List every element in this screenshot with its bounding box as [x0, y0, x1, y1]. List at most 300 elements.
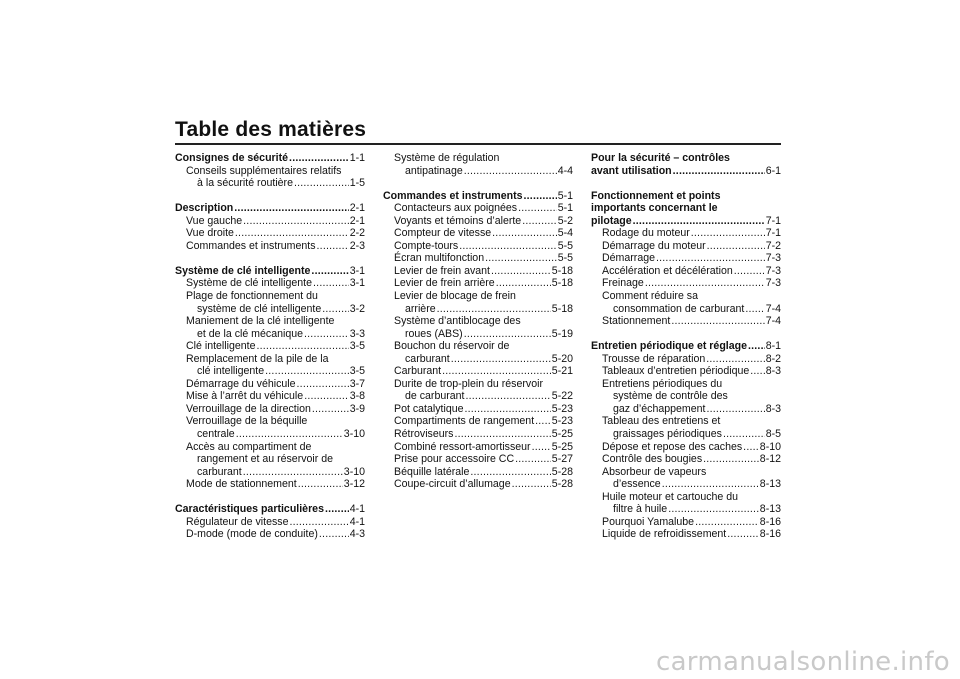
toc-entry[interactable] — [591, 252, 781, 265]
toc-entry[interactable] — [591, 453, 781, 466]
toc-spacer — [175, 190, 365, 203]
toc-spacer — [591, 177, 781, 190]
toc-page-number: 4-3 — [349, 528, 365, 541]
toc-entry[interactable] — [383, 227, 573, 240]
toc-dot-leader — [311, 265, 348, 278]
toc-dot-leader — [645, 277, 765, 290]
toc-entry-title: Tableau des entretiens et — [602, 415, 721, 428]
toc-entry-title: Verrouillage de la béquille — [186, 415, 308, 428]
toc-section-entry[interactable] — [175, 152, 365, 165]
toc-entry-title: graissages périodiques — [613, 428, 722, 441]
toc-entry-title: Prise pour accessoire CC — [394, 453, 515, 466]
toc-dot-leader — [668, 503, 759, 516]
toc-page-number: 5-23 — [551, 402, 573, 415]
toc-dot-leader — [524, 190, 557, 203]
toc-entry-title: Système d’antiblocage des — [394, 315, 521, 328]
toc-entry[interactable] — [591, 528, 781, 541]
toc-entry-title: pilotage — [591, 214, 632, 227]
toc-entry[interactable] — [383, 252, 573, 265]
toc-page-number: 7-3 — [765, 252, 781, 265]
toc-dot-leader — [235, 227, 349, 240]
toc-section-entry[interactable] — [175, 202, 365, 215]
toc-page-number: 4-1 — [349, 515, 365, 528]
toc-entry-title: Démarrage du véhicule — [186, 377, 296, 390]
toc-entry-title: Dépose et repose des caches — [602, 440, 743, 453]
toc-entry[interactable] — [591, 277, 781, 290]
toc-entry-title: Levier de frein arrière — [394, 277, 495, 290]
toc-entry-title: clé intelligente — [197, 365, 265, 378]
toc-page-number: 2-1 — [349, 214, 365, 227]
toc-entry-title: consommation de carburant — [613, 302, 745, 315]
toc-entry-title: Huile moteur et cartouche du — [602, 490, 739, 503]
toc-entry[interactable] — [591, 265, 781, 278]
toc-entry[interactable] — [175, 340, 365, 353]
toc-page-number: 8-3 — [765, 365, 781, 378]
toc-entry-title: système de contrôle des — [613, 390, 728, 403]
toc-dot-leader — [470, 466, 550, 479]
toc-entry[interactable] — [175, 315, 365, 328]
toc-entry-title: Vue droite — [186, 227, 234, 240]
toc-dot-leader — [243, 466, 343, 479]
toc-dot-leader — [322, 303, 348, 316]
toc-entry-title: Système de clé intelligente — [175, 264, 311, 277]
toc-entry-title: filtre à huile — [613, 503, 668, 516]
toc-column-1 — [175, 152, 365, 541]
toc-page-number: 7-3 — [765, 264, 781, 277]
toc-entry-title: Caractéristiques particulières — [175, 503, 324, 516]
toc-entry-title: Mode de stationnement — [186, 478, 297, 491]
toc-dot-leader — [662, 478, 759, 491]
toc-page-number: 5-1 — [557, 189, 573, 202]
toc-section-entry[interactable] — [383, 190, 573, 203]
toc-entry-title: Coupe-circuit d’allumage — [394, 478, 511, 491]
toc-entry[interactable] — [175, 277, 365, 290]
toc-entry-title: Remplacement de la pile de la — [186, 352, 329, 365]
toc-dot-leader — [464, 165, 557, 178]
toc-entry[interactable] — [591, 428, 781, 441]
toc-dot-leader — [727, 528, 759, 541]
toc-entry-title: Bouchon du réservoir de — [394, 340, 510, 353]
toc-page-number: 3-5 — [349, 340, 365, 353]
toc-entry-title: Maniement de la clé intelligente — [186, 315, 335, 328]
toc-dot-leader — [297, 378, 349, 391]
toc-dot-leader — [515, 453, 551, 466]
toc-dot-leader — [298, 478, 343, 491]
toc-page-number: 8-2 — [765, 352, 781, 365]
toc-dot-leader — [459, 240, 557, 253]
toc-entry-title: antipatinage — [405, 164, 463, 177]
toc-dot-leader — [313, 277, 349, 290]
toc-entry[interactable] — [175, 441, 365, 454]
toc-entry[interactable] — [591, 240, 781, 253]
toc-entry-title: Voyants et témoins d’alerte — [394, 214, 522, 227]
toc-entry[interactable] — [591, 365, 781, 378]
toc-dot-leader — [234, 202, 348, 215]
toc-entry[interactable] — [175, 453, 365, 466]
toc-entry-title: Tableaux d’entretien périodique — [602, 365, 750, 378]
toc-page-number: 2-3 — [349, 239, 365, 252]
toc-dot-leader — [532, 441, 551, 454]
toc-page-number: 3-1 — [349, 264, 365, 277]
toc-entry[interactable] — [175, 516, 365, 529]
toc-entry[interactable] — [591, 466, 781, 479]
toc-entry-title: Freinage — [602, 277, 644, 290]
toc-entry[interactable] — [383, 265, 573, 278]
toc-entry-title: Compartiments de rangement — [394, 415, 535, 428]
toc-entry-title: Absorbeur de vapeurs — [602, 465, 707, 478]
title-rule — [175, 143, 781, 145]
toc-entry[interactable] — [591, 353, 781, 366]
toc-dot-leader — [265, 365, 349, 378]
toc-entry[interactable] — [591, 378, 781, 391]
toc-entry-title: gaz d’échappement — [613, 402, 706, 415]
toc-dot-leader — [257, 340, 349, 353]
watermark: carmanualsonline.info — [655, 647, 950, 677]
toc-entry[interactable] — [383, 277, 573, 290]
toc-page-number: 8-13 — [759, 478, 781, 491]
toc-page-number: 3-7 — [349, 377, 365, 390]
toc-page-number: 7-3 — [765, 277, 781, 290]
toc-entry-title: Comment réduire sa — [602, 290, 698, 303]
toc-dot-leader — [465, 390, 550, 403]
toc-page-number: 8-16 — [759, 515, 781, 528]
toc-dot-leader — [236, 428, 343, 441]
toc-page-number: 5-18 — [551, 264, 573, 277]
toc-entry-title: Rodage du moteur — [602, 227, 690, 240]
toc-page-number: 3-9 — [349, 402, 365, 415]
toc-entry-title: Système de clé intelligente — [186, 277, 313, 290]
toc-dot-leader — [304, 328, 349, 341]
toc-entry[interactable] — [591, 491, 781, 504]
toc-entry-title: Durite de trop-plein du réservoir — [394, 377, 543, 390]
toc-entry-title: Stationnement — [602, 315, 671, 328]
toc-page-number: 5-25 — [551, 428, 573, 441]
toc-entry[interactable] — [383, 441, 573, 454]
toc-entry-title: carburant — [197, 465, 242, 478]
toc-spacer — [383, 177, 573, 190]
toc-dot-leader — [491, 265, 551, 278]
toc-section-entry[interactable] — [591, 190, 781, 203]
toc-dot-leader — [745, 303, 764, 316]
toc-page-number: 5-18 — [551, 302, 573, 315]
toc-entry-title: Trousse de réparation — [602, 352, 706, 365]
toc-entry[interactable] — [591, 516, 781, 529]
toc-page-number: 5-25 — [551, 440, 573, 453]
toc-entry[interactable] — [383, 240, 573, 253]
toc-entry[interactable] — [383, 353, 573, 366]
toc-dot-leader — [691, 227, 765, 240]
toc-entry[interactable] — [175, 528, 365, 541]
toc-page-number: 1-1 — [349, 152, 365, 164]
toc-dot-leader — [485, 252, 557, 265]
toc-entry[interactable] — [383, 215, 573, 228]
toc-page-number: 5-1 — [557, 202, 573, 215]
toc-entry-title: Consignes de sécurité — [175, 152, 289, 164]
toc-page-number: 5-19 — [551, 327, 573, 340]
toc-entry-title: Contacteurs aux poignées — [394, 202, 518, 215]
toc-page-number: 7-4 — [765, 315, 781, 328]
toc-section-entry[interactable] — [591, 165, 781, 178]
toc-entry-title: et de la clé mécanique — [197, 327, 304, 340]
toc-entry-title: Conseils supplémentaires relatifs — [186, 164, 342, 177]
toc-page-number: 5-18 — [551, 277, 573, 290]
toc-dot-leader — [706, 403, 764, 416]
toc-entry-title: Béquille latérale — [394, 465, 470, 478]
toc-page-number: 5-21 — [551, 365, 573, 378]
toc-entry-title: Accélération et décélération — [602, 264, 733, 277]
toc-entry-title: Pour la sécurité – contrôles — [591, 152, 730, 164]
toc-dot-leader — [325, 503, 349, 516]
toc-entry-title: Description — [175, 202, 234, 215]
toc-entry[interactable] — [383, 152, 573, 165]
toc-page-number: 3-12 — [343, 478, 365, 491]
toc-entry[interactable] — [383, 365, 573, 378]
toc-dot-leader — [319, 528, 349, 541]
toc-page-number: 3-2 — [349, 302, 365, 315]
toc-section-entry[interactable] — [591, 202, 781, 215]
toc-entry[interactable] — [383, 378, 573, 391]
toc-page-number: 8-5 — [765, 428, 781, 441]
toc-entry[interactable] — [175, 240, 365, 253]
toc-entry-title: Démarrage — [602, 252, 655, 265]
toc-entry[interactable] — [175, 478, 365, 491]
toc-entry-title: Plage de fonctionnement du — [186, 290, 318, 303]
toc-page-number: 4-4 — [557, 164, 573, 177]
toc-entry[interactable] — [383, 290, 573, 303]
toc-entry[interactable] — [383, 165, 573, 178]
toc-dot-leader — [703, 453, 759, 466]
toc-page-number: 5-23 — [551, 415, 573, 428]
toc-entry[interactable] — [383, 315, 573, 328]
toc-entry[interactable] — [383, 202, 573, 215]
toc-entry-title: D-mode (mode de conduite) — [186, 528, 318, 541]
toc-page-number: 7-2 — [765, 239, 781, 252]
toc-entry-title: Carburant — [394, 365, 442, 378]
toc-dot-leader — [734, 265, 765, 278]
toc-dot-leader — [464, 328, 551, 341]
toc-dot-leader — [312, 403, 349, 416]
toc-entry-title: système de clé intelligente — [197, 302, 322, 315]
toc-entry-title: Commandes et instruments — [186, 239, 316, 252]
toc-page-number: 3-1 — [349, 277, 365, 290]
toc-entry[interactable] — [383, 428, 573, 441]
toc-dot-leader — [492, 227, 557, 240]
toc-page-number: 3-3 — [349, 327, 365, 340]
toc-entry-title: Fonctionnement et points — [591, 189, 721, 202]
toc-page-number: 5-5 — [557, 252, 573, 265]
toc-page-number: 8-10 — [759, 440, 781, 453]
toc-page-number: 5-22 — [551, 390, 573, 403]
toc-entry[interactable] — [591, 315, 781, 328]
toc-entry[interactable] — [175, 227, 365, 240]
toc-entry-title: rangement et au réservoir de — [197, 453, 334, 466]
toc-entry-title: centrale — [197, 428, 235, 441]
toc-dot-leader — [707, 240, 765, 253]
toc-dot-leader — [535, 415, 551, 428]
toc-page-number: 6-1 — [765, 164, 781, 177]
toc-entry-title: Écran multifonction — [394, 252, 485, 265]
toc-entry[interactable] — [175, 378, 365, 391]
toc-entry[interactable] — [175, 390, 365, 403]
toc-dot-leader — [243, 215, 349, 228]
toc-entry-title: carburant — [405, 352, 450, 365]
toc-entry[interactable] — [591, 290, 781, 303]
toc-entry-title: Clé intelligente — [186, 340, 256, 353]
toc-spacer — [591, 328, 781, 341]
toc-entry-title: à la sécurité routière — [197, 177, 293, 190]
toc-spacer — [175, 491, 365, 504]
toc-entry[interactable] — [175, 403, 365, 416]
toc-page-number: 8-1 — [765, 340, 781, 353]
toc-section-entry[interactable] — [175, 265, 365, 278]
toc-page-number: 5-4 — [557, 227, 573, 240]
toc-entry-title: roues (ABS) — [405, 327, 463, 340]
toc-entry-title: Rétroviseurs — [394, 428, 454, 441]
toc-entry[interactable] — [175, 177, 365, 190]
toc-dot-leader — [518, 202, 557, 215]
toc-page-number: 5-5 — [557, 239, 573, 252]
toc-dot-leader — [496, 277, 551, 290]
toc-section-entry[interactable] — [591, 340, 781, 353]
toc-dot-leader — [512, 478, 551, 491]
toc-entry[interactable] — [175, 466, 365, 479]
toc-entry[interactable] — [383, 390, 573, 403]
toc-dot-leader — [748, 340, 765, 353]
toc-entry-title: Accès au compartiment de — [186, 440, 312, 453]
toc-entry-title: Vue gauche — [186, 214, 243, 227]
toc-entry-title: importants concernant le — [591, 202, 718, 215]
toc-page-number: 8-3 — [765, 402, 781, 415]
toc-entry[interactable] — [175, 365, 365, 378]
toc-page-number: 8-13 — [759, 503, 781, 516]
toc-entry-title: Pourquoi Yamalube — [602, 515, 695, 528]
toc-spacer — [175, 252, 365, 265]
toc-entry-title: avant utilisation — [591, 164, 672, 177]
toc-entry-title: Pot catalytique — [394, 402, 464, 415]
toc-page-number: 3-8 — [349, 390, 365, 403]
toc-entry[interactable] — [591, 478, 781, 491]
toc-entry[interactable] — [383, 453, 573, 466]
toc-entry-title: Entretiens périodiques du — [602, 377, 723, 390]
toc-entry-title: Compteur de vitesse — [394, 227, 492, 240]
toc-entry[interactable] — [175, 165, 365, 178]
toc-entry[interactable] — [591, 303, 781, 316]
toc-page-number: 3-5 — [349, 365, 365, 378]
toc-dot-leader — [442, 365, 551, 378]
toc-entry[interactable] — [383, 328, 573, 341]
toc-dot-leader — [317, 240, 349, 253]
toc-entry[interactable] — [591, 441, 781, 454]
toc-entry[interactable] — [175, 215, 365, 228]
toc-dot-leader — [671, 315, 764, 328]
toc-page-number: 5-2 — [557, 214, 573, 227]
toc-dot-leader — [673, 165, 765, 178]
toc-dot-leader — [695, 516, 759, 529]
toc-section-entry[interactable] — [175, 503, 365, 516]
toc-page-number: 7-1 — [765, 214, 781, 227]
toc-entry-title: Verrouillage de la direction — [186, 402, 311, 415]
toc-entry-title: Démarrage du moteur — [602, 239, 706, 252]
toc-dot-leader — [706, 353, 764, 366]
toc-entry[interactable] — [175, 415, 365, 428]
toc-dot-leader — [633, 215, 765, 228]
toc-entry-title: Levier de blocage de frein — [394, 290, 516, 303]
toc-page-number: 4-1 — [349, 503, 365, 516]
toc-entry-title: d’essence — [613, 478, 661, 491]
toc-dot-leader — [522, 215, 556, 228]
toc-entry[interactable] — [591, 227, 781, 240]
toc-page-number: 1-5 — [349, 177, 365, 190]
toc-dot-leader — [451, 353, 551, 366]
toc-dot-leader — [750, 365, 764, 378]
page-title: Table des matières — [175, 118, 367, 141]
toc-entry[interactable] — [591, 403, 781, 416]
toc-entry[interactable] — [383, 466, 573, 479]
toc-page-number: 7-1 — [765, 227, 781, 240]
toc-entry-title: Contrôle des bougies — [602, 453, 703, 466]
toc-entry-title: Levier de frein avant — [394, 264, 490, 277]
toc-entry[interactable] — [383, 403, 573, 416]
toc-page-number: 8-12 — [759, 453, 781, 466]
toc-dot-leader — [465, 403, 551, 416]
toc-dot-leader — [743, 441, 759, 454]
toc-section-entry[interactable] — [591, 152, 781, 165]
toc-entry[interactable] — [175, 328, 365, 341]
toc-dot-leader — [294, 177, 349, 190]
toc-page-number: 8-16 — [759, 528, 781, 541]
toc-dot-leader — [454, 428, 550, 441]
toc-dot-leader — [304, 390, 349, 403]
toc-entry-title: Liquide de refroidissement — [602, 528, 727, 541]
toc-page-number: 5-20 — [551, 352, 573, 365]
toc-page-number: 5-28 — [551, 478, 573, 491]
toc-page-number: 3-10 — [343, 465, 365, 478]
toc-entry-title: Combiné ressort-amortisseur — [394, 440, 531, 453]
toc-dot-leader — [289, 516, 348, 529]
toc-dot-leader — [289, 152, 349, 165]
toc-entry-title: Entretien périodique et réglage — [591, 340, 747, 353]
toc-entry-title: Régulateur de vitesse — [186, 515, 289, 528]
toc-page-number: 3-10 — [343, 428, 365, 441]
toc-entry-title: Compte-tours — [394, 239, 459, 252]
toc-entry-title: de carburant — [405, 390, 465, 403]
toc-entry[interactable] — [383, 340, 573, 353]
toc-dot-leader — [656, 252, 765, 265]
toc-page-number: 2-1 — [349, 202, 365, 215]
toc-page-number: 7-4 — [765, 302, 781, 315]
toc-entry[interactable] — [383, 478, 573, 491]
toc-entry-title: Mise à l’arrêt du véhicule — [186, 390, 304, 403]
toc-entry[interactable] — [175, 290, 365, 303]
toc-entry-title: Système de régulation — [394, 152, 500, 164]
toc-column-3 — [591, 152, 781, 541]
toc-entry[interactable] — [383, 303, 573, 316]
toc-column-2 — [383, 152, 573, 491]
toc-entry[interactable] — [591, 503, 781, 516]
toc-entry[interactable] — [591, 390, 781, 403]
toc-page-number: 5-28 — [551, 465, 573, 478]
toc-entry[interactable] — [175, 428, 365, 441]
toc-entry[interactable] — [383, 415, 573, 428]
toc-entry-title: Commandes et instruments — [383, 189, 523, 202]
toc-section-entry[interactable] — [591, 215, 781, 228]
toc-entry[interactable] — [175, 303, 365, 316]
toc-entry[interactable] — [591, 415, 781, 428]
toc-page-number: 2-2 — [349, 227, 365, 240]
toc-entry[interactable] — [175, 353, 365, 366]
toc-dot-leader — [437, 303, 551, 316]
toc-page-number: 5-27 — [551, 453, 573, 466]
